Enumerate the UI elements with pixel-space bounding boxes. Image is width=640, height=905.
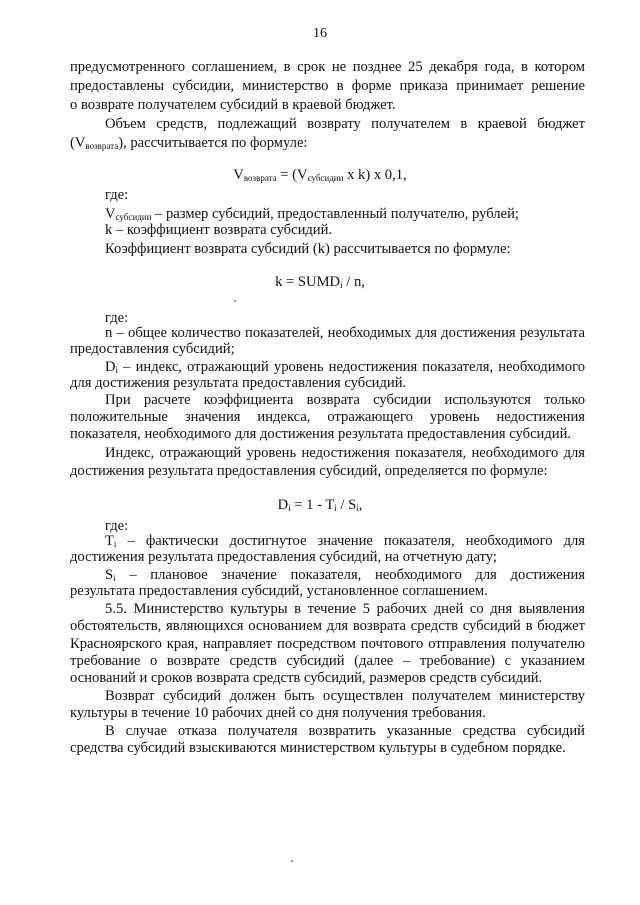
- text-line: Объем средств, подлежащий возврату получателем в краевой бюджет: [105, 116, 585, 132]
- text-line: требование о возврате средств субсидий (далее – требование) с указанием: [70, 653, 585, 669]
- definition-v-subsidy: $V_{субсидии}$ – размер субсидий, предоставленный получателю, рублей;: [105, 206, 519, 222]
- where-label: где:: [105, 518, 129, 534]
- definition-k: k – коэффициент возврата субсидий.: [105, 222, 333, 238]
- text-line: $(V_{возврата})$, рассчитывается по формуле:: [70, 135, 308, 151]
- text-line: При расчете коэффициента возврата субсидии используются только: [105, 392, 585, 408]
- definition-t: достижения результата предоставления субсидий, на отчетную дату;: [70, 549, 497, 565]
- text-line: показателя, необходимого для достижения результата предоставления субсидий.: [70, 426, 572, 442]
- formula-return-volume: $V_{возврата} = (V_{субсидии}$ x k) x 0,1,: [233, 167, 407, 183]
- text-line: достижения результата предоставления субсидий, определяется по формуле:: [70, 463, 548, 479]
- definition-t: $T_i$ – фактически достигнутое значение показателя, необходимого для: [105, 533, 585, 549]
- text-line: В случае отказа получателя возвратить указанные средства субсидий: [105, 723, 585, 739]
- page-number: 16: [313, 26, 327, 41]
- text-line: культуры в течение 10 рабочих дней со дня получения требования.: [70, 705, 486, 721]
- text-line: о возврате получателем субсидий в краевой бюджет.: [70, 97, 396, 113]
- definition-s: $S_i$ – плановое значение показателя, необходимого для достижения: [105, 567, 585, 583]
- text-line: положительные значения индекса, отражающего уровень недостижения: [70, 409, 585, 425]
- text-line: Возврат субсидий должен быть осуществлен получателем министерству: [105, 688, 585, 704]
- text-line: предусмотренного соглашением, в срок не позднее 25 декабря года, в котором: [70, 59, 585, 75]
- text-line: Красноярского края, направляет посредством почтового отправления получателю: [70, 636, 585, 652]
- definition-n: предоставления субсидий;: [70, 341, 235, 357]
- definition-d: для достижения результата предоставления субсидий.: [70, 375, 407, 391]
- text-line: оснований и сроков возврата средств субсидий, размеров средств субсидий.: [70, 670, 543, 686]
- definition-s: результата предоставления субсидий, установленное соглашением.: [70, 583, 488, 599]
- scan-speck: [291, 860, 293, 862]
- where-label: где:: [105, 310, 129, 326]
- definition-n: n – общее количество показателей, необходимых для достижения результата: [105, 325, 585, 341]
- scan-speck: [234, 300, 236, 302]
- where-label: где:: [105, 187, 129, 203]
- text-line: обстоятельств, являющихся основанием для возврата средств субсидий в бюджет: [70, 618, 585, 634]
- text-line: Индекс, отражающий уровень недостижения показателя, необходимого для: [105, 445, 585, 461]
- formula-d: $D_i = 1 - T_i / S_i$,: [277, 497, 363, 513]
- text-line: Коэффициент возврата субсидий (k) рассчитывается по формуле:: [105, 241, 511, 257]
- text-line: 5.5. Министерство культуры в течение 5 рабочих дней со дня выявления: [105, 601, 585, 617]
- formula-k: $k = SUMD_i / n$,: [275, 274, 365, 290]
- definition-d: $D_i$ – индекс, отражающий уровень недостижения показателя, необходимого: [105, 359, 585, 375]
- text-line: предоставлены субсидии, министерство в форме приказа принимает решение: [70, 78, 585, 94]
- text-line: средства субсидий взыскиваются министерством культуры в судебном порядке.: [70, 740, 566, 756]
